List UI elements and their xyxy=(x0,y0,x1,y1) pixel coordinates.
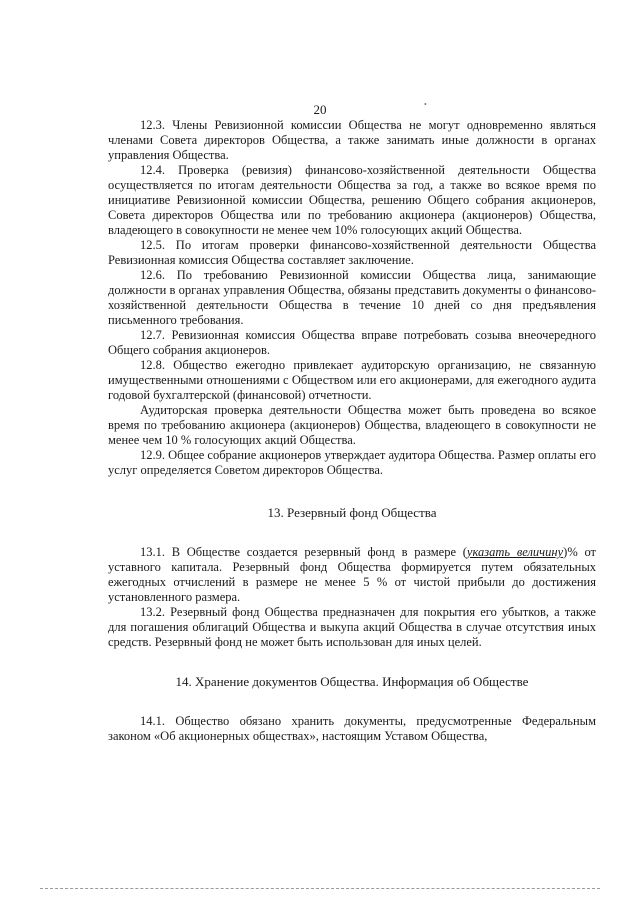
paragraph-12-7: 12.7. Ревизионная комиссия Общества вправе потребовать созыва внеочередного Общего собрания акционеров. xyxy=(108,328,596,357)
placeholder-value: указать величину xyxy=(466,545,564,559)
paragraph-12-9: 12.9. Общее собрание акционеров утверждает аудитора Общества. Размер оплаты его услуг определяется Советом директоров Общества. xyxy=(108,448,596,477)
document-body xyxy=(108,118,596,744)
paragraph-audit: Аудиторская проверка деятельности Общества может быть проведена во всякое время по требованию акционера (акционеров) Общества, владеющего в совокупности не менее чем 10 % голосующих акций Общества. xyxy=(108,403,596,447)
paragraph-13-1-end: )% от уставного капитала. Резервный фонд Общества формируется путем обязательных ежегодных отчислений в размере не менее 5 % от чистой прибыли до достижения установленного размера. xyxy=(108,545,597,604)
paragraph-13-1 xyxy=(108,545,596,605)
paragraph-12-4: 12.4. Проверка (ревизия) финансово-хозяйственной деятельности Общества осуществляется по итогам деятельности Общества за год, а также во всякое время по инициативе Ревизионной комиссии Общества, решению Общего собрания акционеров, Совета директоров Общества или по требованию акционера (акционеров) Общества, владеющего в совокупности не менее чем 10% голосующих акций Общества. xyxy=(108,163,596,237)
paragraph-12-3: 12.3. Члены Ревизионной комиссии Общества не могут одновременно являться членами Совета директоров Общества, а также занимать иные должности в органах управления Общества. xyxy=(108,118,596,162)
section-14-title: 14. Хранение документов Общества. Информация об Обществе xyxy=(175,674,529,689)
paragraph-14-1: 14.1. Общество обязано хранить документы, предусмотренные Федеральным законом «Об акционерных обществах», настоящим Уставом Общества, xyxy=(108,714,596,743)
scan-dot: • xyxy=(424,100,427,109)
paragraph-13-2: 13.2. Резервный фонд Общества предназначен для покрытия его убытков, а также для погашения облигаций Общества и выкупа акций Общества в случае отсутствия иных средств. Резервный фонд не может быть использован для иных целей. xyxy=(108,605,596,649)
paragraph-13-1-start: 13.1. В Обществе создается резервный фонд в размере ( xyxy=(140,545,467,559)
paragraph-12-5: 12.5. По итогам проверки финансово-хозяйственной деятельности Общества Ревизионная комиссия Общества составляет заключение. xyxy=(108,238,596,267)
paragraph-12-8: 12.8. Общество ежегодно привлекает аудиторскую организацию, не связанную имущественными отношениями с Обществом или его акционерами, для ежегодного аудита годовой бухгалтерской (финансовой) отчетности. xyxy=(108,358,596,402)
section-13-title: 13. Резервный фонд Общества xyxy=(267,505,437,520)
page-number: 20 xyxy=(313,102,327,117)
scan-bottom-line xyxy=(40,888,600,889)
paragraph-12-6: 12.6. По требованию Ревизионной комиссии Общества лица, занимающие должности в органах управления Общества, обязаны представить документы о финансово-хозяйственной деятельности Общества в течение 10 дней со дня предъявления письменного требования. xyxy=(108,268,596,327)
